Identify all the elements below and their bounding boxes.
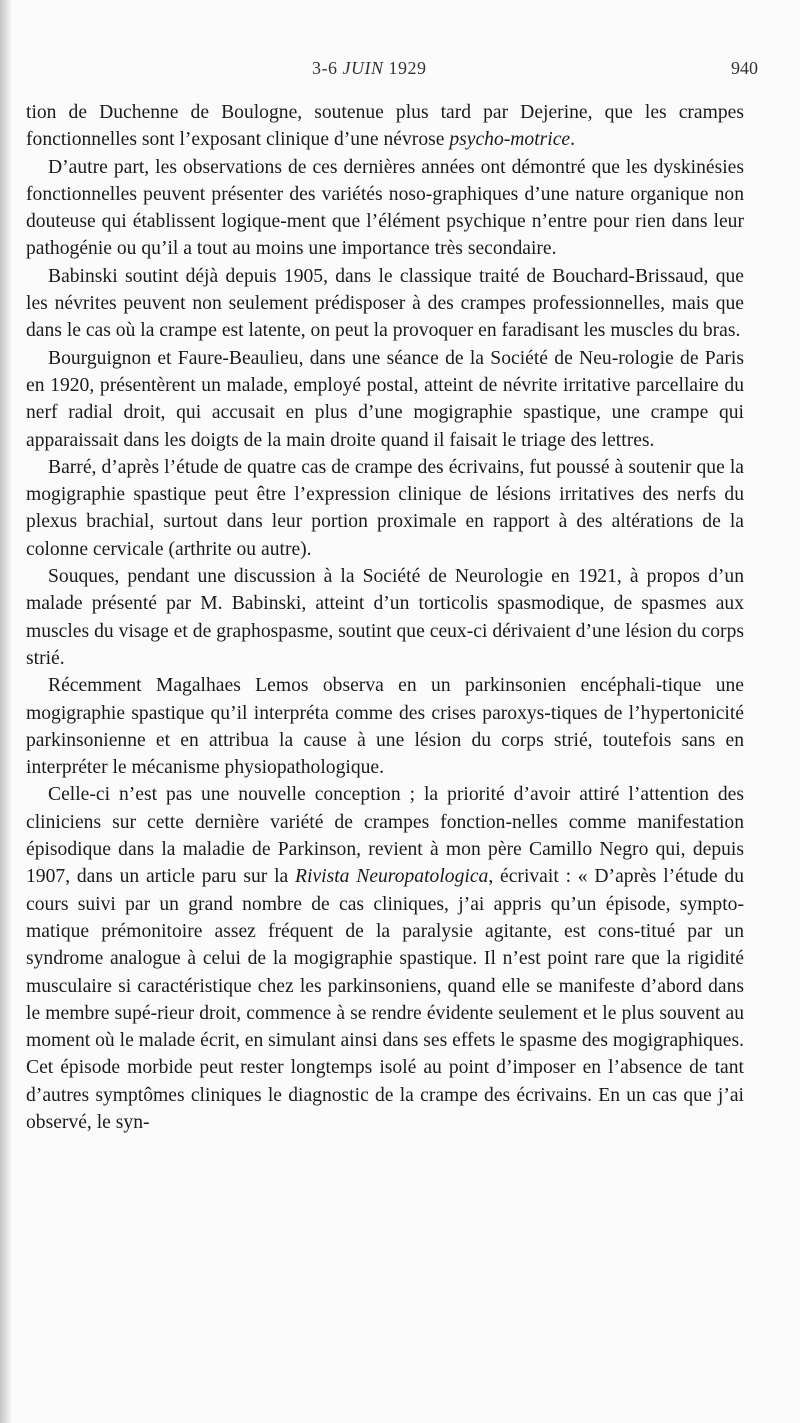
- paragraph-text-tail: , écrivait : « D’après l’étude du cours suivi par un grand nombre de cas cliniques, j’ai appris qu’un épisode, sympto-matique prémonitoire assez fréquent de la paralysie agitante, est cons-titué par un syndrome analogue à celui de la mogigraphie spastique. Il n’est point rare que la rigidité musculaire si caractéristique chez les parkinsoniens, quand elle se manifeste d’abord dans le membre supé-rieur droit, commence à se rendre évidente seulement et le plus souvent au moment où le malade écrit, en simulant ainsi dans ses effets le spasme des mogigraphiques. Cet épisode morbide peut rester longtemps isolé au point d’imposer en l’absence de tant d’autres symptômes cliniques le diagnostic de la crampe des écrivains. En un cas que j’ai observé, le syn-: [26, 866, 745, 1133]
- paragraph: [26, 563, 744, 672]
- paragraph: [26, 263, 744, 345]
- article-body: [26, 99, 744, 1136]
- header-date-prefix: 3-6: [312, 58, 338, 78]
- paragraph-text: Bourguignon et Faure-Beaulieu, dans une séance de la Société de Neu-rologie de Paris en 1920, présentèrent un malade, employé postal, atteint de névrite irritative parcellaire du nerf radial droit, qui accusait en plus d’une mogigraphie spastique, une crampe qui apparaissait dans les doigts de la main droite quand il faisait le triage des lettres.: [26, 347, 744, 451]
- running-header: [0, 58, 800, 88]
- paragraph-emphasis: psycho-motrice: [449, 129, 571, 151]
- paragraph: [26, 154, 744, 263]
- paragraph: [26, 781, 744, 1136]
- paragraph-text: tion de Duchenne de Boulogne, soutenue plus tard par Dejerine, que les crampes fonctionnelles sont l’exposant clinique d’une névrose: [26, 102, 744, 151]
- paragraph-text: Récemment Magalhaes Lemos observa en un parkinsonien encéphali-tique une mogigraphie spastique qu’il interpréta comme des crises paroxys-tiques de l’hypertonicité parkinsonienne et en attribua la cause à une lésion du corps strié, toutefois sans en interpréter le mécanisme physiopathologique.: [26, 675, 744, 779]
- header-year: 1929: [388, 58, 427, 78]
- page-number: 940: [731, 58, 758, 78]
- paragraph-text: Barré, d’après l’étude de quatre cas de crampe des écrivains, fut poussé à soutenir que la mogigraphie spastique peut être l’expression clinique de lésions irritatives des nerfs du plexus brachial, surtout dans leur portion proximale en rapport à des altérations de la colonne cervicale (arthrite ou autre).: [26, 456, 744, 560]
- paragraph: [26, 345, 744, 454]
- paragraph-text: Celle-ci n’est pas une nouvelle conception ; la priorité d’avoir attiré l’attention des cliniciens sur cette dernière variété de crampes fonction-nelles comme manifestation épisodique dans la maladie de Parkinson, revient à mon père Camillo Negro qui, depuis 1907, dans un article paru sur la: [26, 784, 744, 888]
- paragraph: [26, 672, 744, 781]
- paragraph: [26, 454, 744, 563]
- paragraph-text: Souques, pendant une discussion à la Société de Neurologie en 1921, à propos d’un malade présenté par M. Babinski, atteint d’un torticolis spasmodique, de spasmes aux muscles du visage et de graphospasme, soutint que ceux-ci dérivaient d’une lésion du corps strié.: [26, 566, 744, 669]
- paragraph-text: D’autre part, les observations de ces dernières années ont démontré que les dyskinésies fonctionnelles peuvent présenter des variétés noso-graphiques d’une nature organique non douteuse qui établissent logique-ment que l’élément psychique n’entre pour rien dans leur pathogénie ou qu’il a tout au moins une importance très secondaire.: [26, 156, 744, 260]
- paragraph-text-tail: .: [570, 129, 576, 151]
- paragraph: [26, 99, 744, 154]
- paragraph-text: Babinski soutint déjà depuis 1905, dans le classique traité de Bouchard-Brissaud, que les névrites peuvent non seulement prédisposer à des crampes professionnelles, mais que dans le cas où la crampe est latente, on peut la provoquer en faradisant les muscles du bras.: [26, 265, 744, 342]
- header-date: [312, 58, 427, 79]
- header-month: JUIN: [342, 58, 384, 78]
- page-edge-shadow: [0, 0, 12, 1423]
- journal-title: Rivista Neuropatologica: [295, 866, 489, 888]
